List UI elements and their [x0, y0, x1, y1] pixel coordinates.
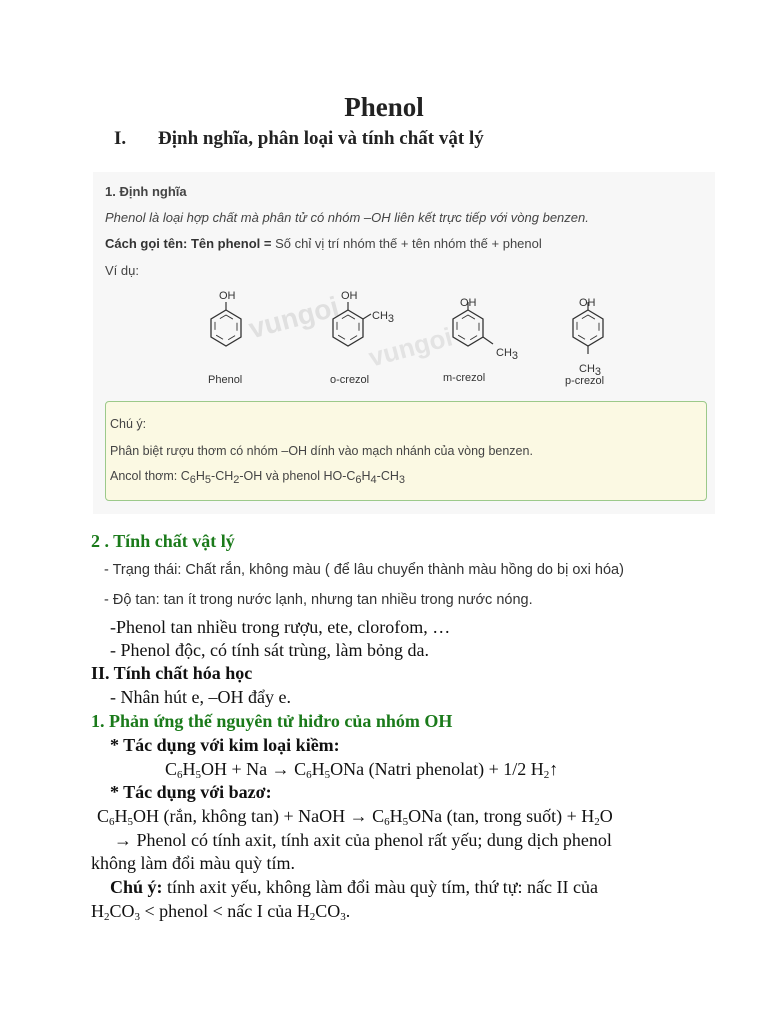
section-title: Định nghĩa, phân loại và tính chất vật lý: [158, 128, 484, 149]
structure-name: m-crezol: [443, 372, 486, 384]
conclusion-line-1: → Phenol có tính axit, tính axit của phenol rất yếu; dung dịch phenol: [114, 830, 612, 850]
oh-label: OH: [219, 290, 236, 302]
o-crezol-structure: [323, 292, 383, 362]
methyl-label: $CH_3$: [579, 363, 602, 378]
note-title: Chú ý:: [110, 417, 147, 431]
methyl-label: $CH_3$: [496, 347, 519, 362]
alkali-equation: $C_6H_5OH + Na \to C_6H_5ONa$ (Natri phenolat) + 1/2 $H_2↑$: [165, 759, 559, 781]
watermark: vungoi: [245, 290, 343, 345]
definition-text: Phenol là loại hợp chất mà phân tử có nhóm –OH liên kết trực tiếp với vòng benzen.: [105, 210, 589, 225]
alkali-heading: * Tác dụng với kim loại kiềm:: [110, 735, 340, 755]
definition-image: [93, 172, 715, 514]
naming-label: Cách gọi tên: Tên phenol =: [105, 236, 272, 251]
physical-solvents: -Phenol tan nhiều trong rượu, ete, clorofom, …: [110, 617, 451, 637]
base-equation: $C_6H_5OH$ (rắn, không tan) + NaOH → $C_6H_5ONa$ (tan, trong suốt) + $H_2O$: [97, 806, 613, 828]
structure-name: o-crezol: [330, 374, 370, 386]
base-heading: * Tác dụng với bazơ:: [110, 782, 272, 802]
note-line-2: Ancol thơm: $C_6H_5-CH_2-OH$ và phenol $HO-C_6H_4-CH_3$: [110, 469, 406, 486]
methyl-label: $CH_3$: [372, 310, 395, 325]
naming-rule: [105, 236, 542, 251]
note-line-1: Phân biệt rượu thơm có nhóm –OH dính vào mạch nhánh của vòng benzen.: [110, 444, 533, 458]
acid-order: $H_2CO_3$ < phenol < nấc I của $H_2CO_3$.: [91, 901, 351, 923]
note-box: [105, 401, 707, 501]
watermark: vungoi: [365, 321, 456, 373]
section-number: I.: [114, 128, 127, 149]
structure-name: p-crezol: [565, 375, 605, 387]
oh-label: OH: [460, 297, 477, 309]
oh-label: OH: [579, 297, 596, 309]
physical-heading: 2 . Tính chất vật lý: [91, 531, 235, 551]
section-heading-1: [114, 128, 484, 150]
reaction-1-heading: 1. Phản ứng thế nguyên tử hiđro của nhóm OH: [91, 711, 453, 731]
conclusion-line-2: không làm đổi màu quỳ tím.: [91, 853, 295, 873]
definition-heading: 1. Định nghĩa: [105, 184, 187, 199]
page-title: Phenol: [344, 92, 424, 122]
physical-toxicity: - Phenol độc, có tính sát trùng, làm bỏng da.: [110, 640, 429, 660]
example-label: Ví dụ:: [105, 263, 139, 278]
naming-rule-text: Số chỉ vị trí nhóm thế + tên nhóm thế + phenol: [271, 236, 542, 251]
structure-name: Phenol: [208, 374, 243, 386]
note-label: Chú ý:: [110, 877, 163, 897]
chemical-intro: - Nhân hút e, –OH đẩy e.: [110, 687, 291, 707]
chemical-heading: II. Tính chất hóa học: [91, 663, 253, 683]
note-line: [110, 877, 598, 898]
physical-solubility: - Độ tan: tan ít trong nước lạnh, nhưng tan nhiều trong nước nóng.: [104, 592, 533, 608]
phenol-structure: [201, 292, 251, 362]
physical-state: - Trạng thái: Chất rắn, không màu ( để lâu chuyển thành màu hồng do bị oxi hóa): [104, 562, 624, 578]
oh-label: OH: [341, 290, 358, 302]
note-text: tính axit yếu, không làm đổi màu quỳ tím, thứ tự: nấc II của: [162, 877, 598, 897]
